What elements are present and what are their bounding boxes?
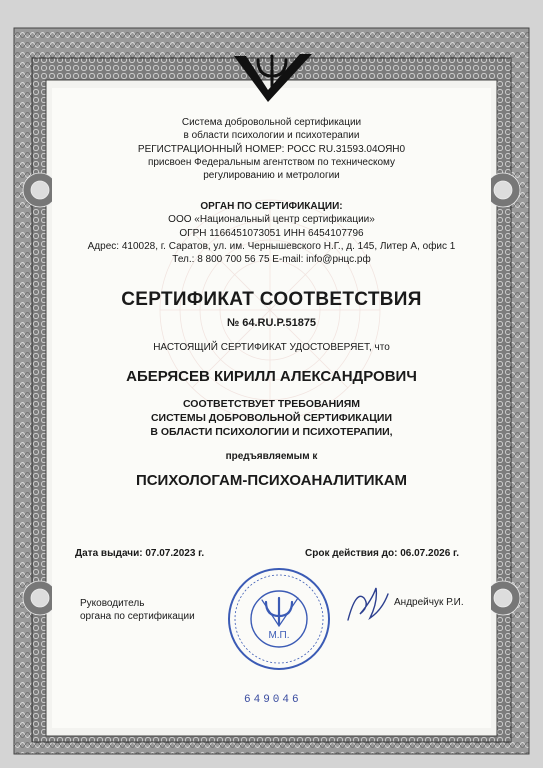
issuer-line: присвоен Федеральным агентством по техническому	[147, 156, 396, 168]
psi-check-logo-icon	[228, 52, 316, 106]
issuer-line: в области психологии и психотерапии	[183, 130, 360, 142]
registration-number: РЕГИСТРАЦИОННЫЙ НОМЕР: РОСС RU.31593.04ОЯН0	[137, 143, 406, 155]
certification-body-ids: ОГРН 1166451073051 ИНН 6454107796	[179, 227, 364, 239]
requirements-line: СООТВЕТСТВУЕТ ТРЕБОВАНИЯМ	[182, 398, 361, 410]
certification-body-block	[0, 200, 543, 266]
valid-until-date: Срок действия до: 06.07.2026 г.	[305, 548, 459, 559]
certificate-number: № 64.RU.P.51875	[226, 317, 317, 329]
issuer-block	[0, 116, 543, 182]
head-label-line2: органа по сертификации	[80, 611, 195, 622]
certifies-text: НАСТОЯЩИЙ СЕРТИФИКАТ УДОСТОВЕРЯЕТ, что	[153, 342, 390, 353]
head-of-body-label	[80, 597, 195, 623]
requirements-block	[0, 397, 543, 439]
head-of-body-name: Андрейчук Р.И.	[394, 597, 464, 608]
certification-body-name: ООО «Национальный центр сертификации»	[168, 214, 375, 226]
requirements-line: В ОБЛАСТИ ПСИХОЛОГИИ И ПСИХОТЕРАПИИ,	[150, 426, 393, 438]
certificate-title: СЕРТИФИКАТ СООТВЕТСТВИЯ	[121, 289, 422, 310]
issue-date: Дата выдачи: 07.07.2023 г.	[75, 548, 205, 559]
issuer-line: регулированию и метрологии	[203, 170, 340, 182]
round-stamp	[226, 566, 332, 672]
target-profession: ПСИХОЛОГАМ-ПСИХОАНАЛИТИКАМ	[135, 472, 408, 489]
stamp-center-label: М.П.	[268, 630, 290, 641]
handwritten-signature	[342, 580, 392, 628]
head-label-line1: Руководитель	[80, 598, 145, 609]
certification-body-contacts: Тел.: 8 800 700 56 75 E-mail: info@рнцс.рф	[172, 254, 371, 266]
issuer-line: Система добровольной сертификации	[181, 117, 362, 128]
presented-to-text: предъявляемым к	[225, 451, 318, 462]
certification-body-address: Адрес: 410028, г. Саратов, ул. им. Чернышевского Н.Г., д. 145, Литер А, офис 1	[87, 240, 456, 252]
holder-name: АБЕРЯСЕВ КИРИЛЛ АЛЕКСАНДРОВИЧ	[126, 368, 417, 385]
certification-body-heading: ОРГАН ПО СЕРТИФИКАЦИИ:	[200, 201, 343, 212]
psi-stamp-icon	[262, 598, 298, 626]
serial-number: 649046	[244, 694, 302, 706]
requirements-line: СИСТЕМЫ ДОБРОВОЛЬНОЙ СЕРТИФИКАЦИИ	[150, 412, 393, 424]
